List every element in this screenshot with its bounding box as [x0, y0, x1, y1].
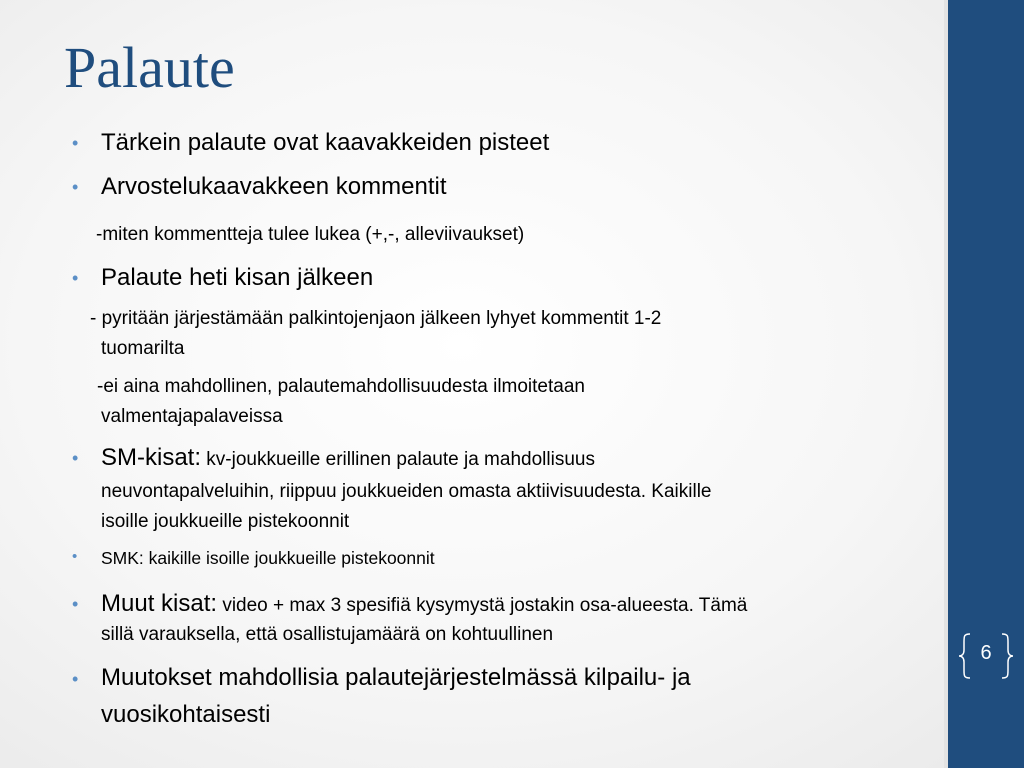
bullet-icon: • — [72, 177, 79, 197]
bullet-item: SMK: kaikille isoille joukkueille pistekoonnit — [101, 548, 435, 568]
bullet-icon: • — [72, 133, 79, 153]
bullet-icon: • — [72, 268, 79, 288]
bullet-item: Palaute heti kisan jälkeen — [101, 264, 374, 291]
page-number-badge — [958, 628, 1014, 684]
bullet-icon: • — [72, 669, 79, 689]
bullet-heading: Muut kisat: — [101, 590, 218, 617]
bullet-text: video + max 3 spesifiä kysymystä jostakin osa-alueesta. Tämä — [222, 595, 748, 616]
sub-item-line: tuomarilta — [101, 338, 185, 359]
bullet-icon: • — [72, 594, 79, 614]
bullet-item-line: neuvontapalveluihin, riippuu joukkueiden omasta aktiivisuudesta. Kaikille — [101, 481, 712, 502]
bullet-text: kv-joukkueille erillinen palaute ja mahdollisuus — [206, 449, 595, 470]
bullet-item: Tärkein palaute ovat kaavakkeiden pisteet — [101, 129, 550, 156]
bullet-item-line — [101, 589, 747, 621]
bullet-heading: SM-kisat: — [101, 444, 202, 471]
bullet-item: Arvostelukaavakkeen kommentit — [101, 173, 447, 200]
bullet-item-line — [101, 443, 595, 475]
bullet-icon: • — [72, 448, 79, 468]
sub-item: -miten kommentteja tulee lukea (+,-, alleviivaukset) — [96, 224, 525, 245]
sub-item-line: valmentajapalaveissa — [101, 406, 283, 427]
bullet-item-line: sillä varauksella, että osallistujamäärä on kohtuullinen — [101, 624, 554, 645]
sub-item-line: -ei aina mahdollinen, palautemahdollisuudesta ilmoitetaan — [97, 376, 585, 397]
bullet-item-line: vuosikohtaisesti — [101, 701, 271, 728]
bullet-item-line: Muutokset mahdollisia palautejärjestelmässä kilpailu- ja — [101, 664, 691, 691]
sub-item-line: - pyritään järjestämään palkintojenjaon jälkeen lyhyet kommentit 1-2 — [90, 308, 662, 329]
bullet-item-line: isoille joukkueille pistekoonnit — [101, 511, 350, 532]
slide-title: Palaute — [64, 35, 235, 100]
bullet-icon: • — [72, 548, 78, 565]
page-number: 6 — [980, 642, 992, 664]
